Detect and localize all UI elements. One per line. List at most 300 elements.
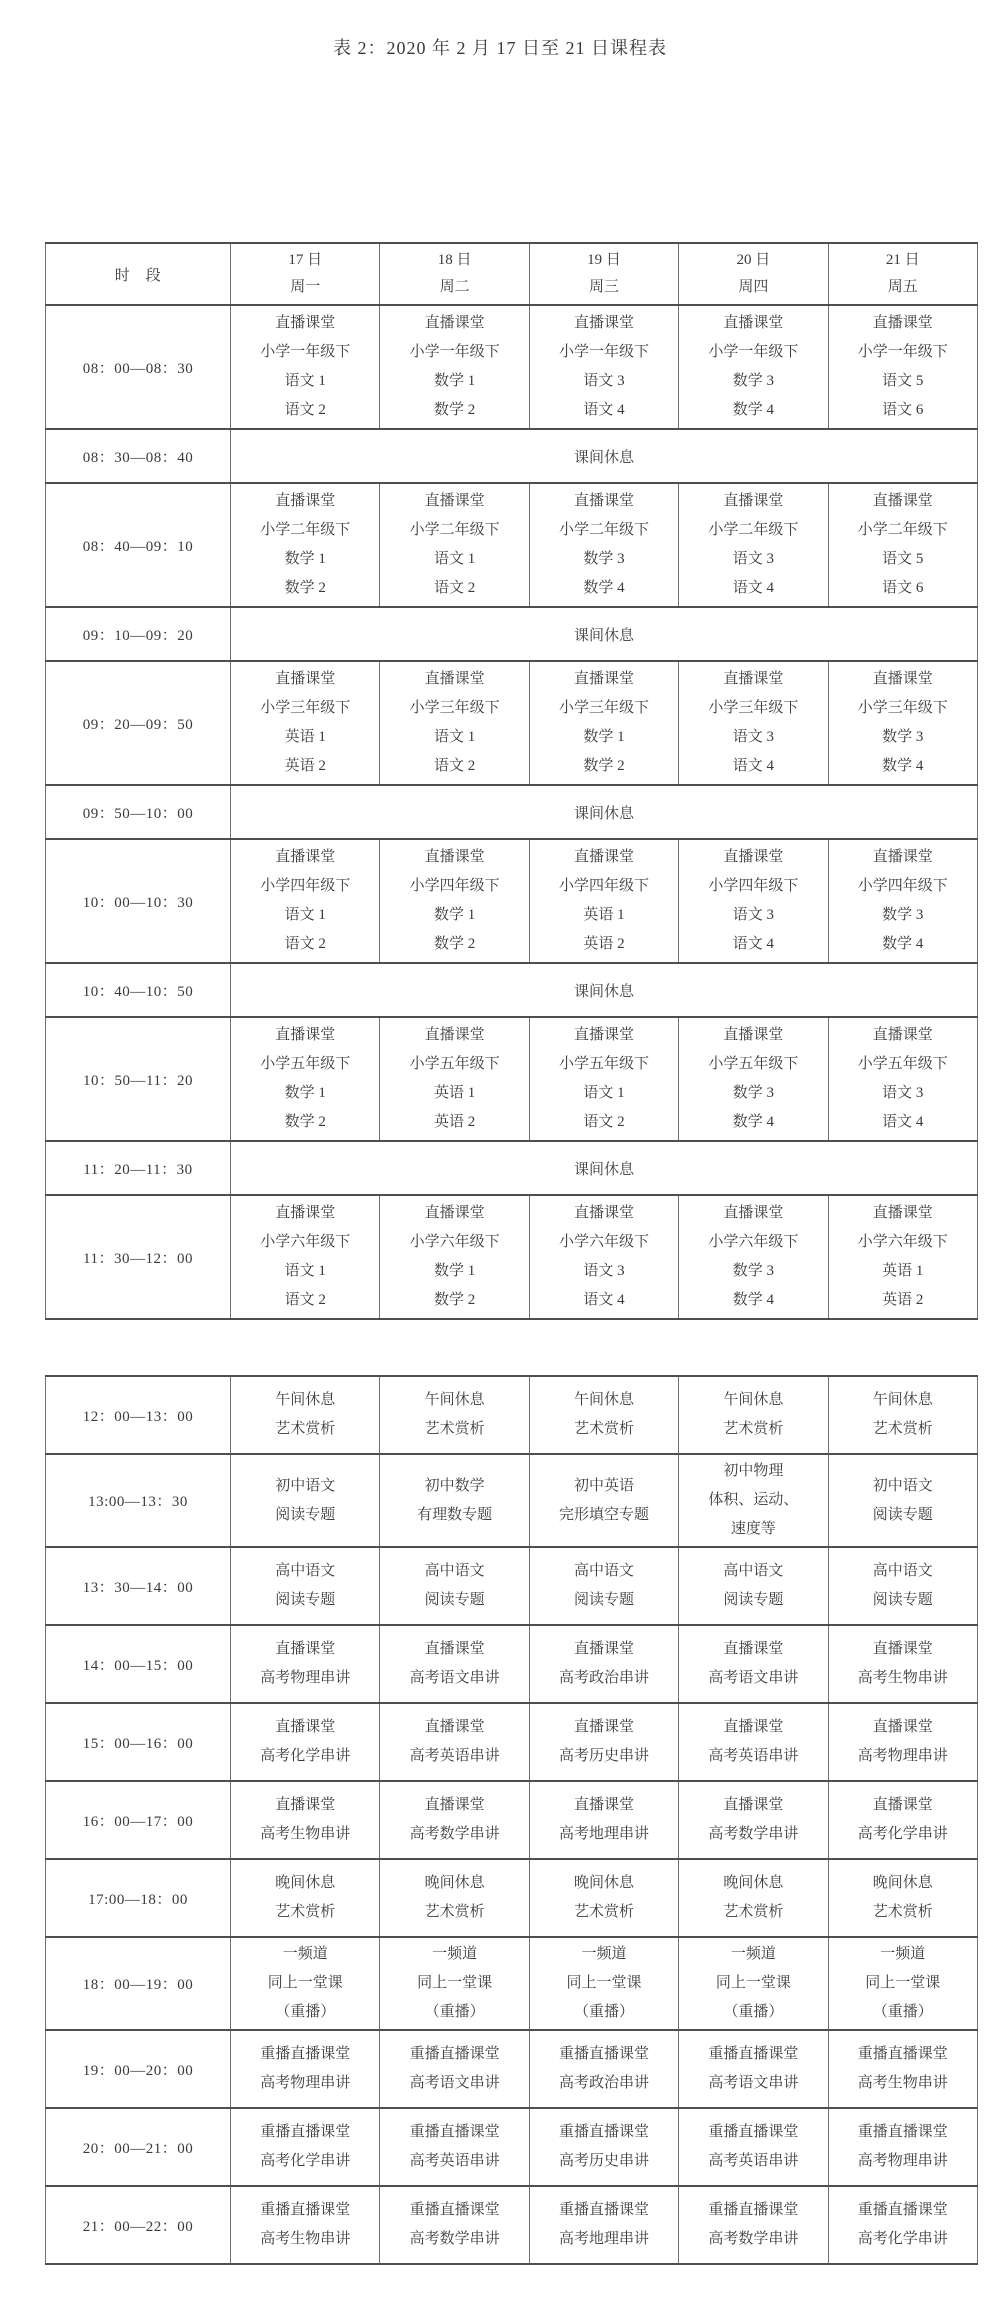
lesson-line: 英语 2 <box>882 1292 924 1308</box>
lesson-line: 同上一堂课 <box>267 1975 343 1991</box>
lesson-line: 语文 1 <box>284 1263 326 1279</box>
lesson-cell <box>828 1195 977 1319</box>
time-cell: 10：40—10：50 <box>46 963 231 1017</box>
lesson-line: 高考物理串讲 <box>260 2075 351 2091</box>
lesson-line: 小学三年级下 <box>857 700 948 716</box>
lesson-line: 数学 1 <box>433 373 476 389</box>
time-cell: 12：00—13：00 <box>46 1376 231 1454</box>
lesson-line: （重播） <box>424 2004 485 2020</box>
lesson-line: 语文 4 <box>882 1114 924 1130</box>
lesson-cell <box>529 1376 678 1454</box>
lesson-line: 午间休息 <box>872 1392 933 1408</box>
lesson-cell <box>380 839 529 963</box>
break-cell: 课间休息 <box>231 785 978 839</box>
lesson-line: 小学三年级下 <box>558 700 649 716</box>
day-weekday-label: 周五 <box>887 279 918 295</box>
lesson-line: 语文 4 <box>583 402 625 418</box>
lesson-line: 小学一年级下 <box>708 344 799 360</box>
lesson-line: 重播直播课堂 <box>708 2046 799 2062</box>
lesson-line: 直播课堂 <box>424 671 485 687</box>
lesson-cell <box>529 1454 678 1547</box>
lesson-line: 午间休息 <box>573 1392 634 1408</box>
lesson-line: 小学二年级下 <box>857 522 948 538</box>
lesson-line: 高中语文 <box>872 1563 933 1579</box>
page-title: 表 2：2020 年 2 月 17 日至 21 日课程表 <box>333 38 667 58</box>
schedule-row <box>46 1547 978 1625</box>
lesson-line: 小学三年级下 <box>409 700 500 716</box>
lesson-cell <box>529 1937 678 2030</box>
schedule-row <box>46 1141 978 1195</box>
lesson-line: 直播课堂 <box>872 1641 933 1657</box>
lesson-cell <box>828 1547 977 1625</box>
lesson-line: 数学 4 <box>583 580 625 596</box>
lesson-cell <box>380 2186 529 2264</box>
lesson-line: 阅读专题 <box>872 1592 933 1608</box>
schedule-row <box>46 483 978 607</box>
lesson-line: 小学二年级下 <box>708 522 799 538</box>
lesson-line: 直播课堂 <box>573 849 634 865</box>
lesson-cell <box>529 483 678 607</box>
lesson-line: 直播课堂 <box>275 849 336 865</box>
lesson-line: 语文 3 <box>732 729 774 745</box>
lesson-line: 高考化学串讲 <box>260 2153 351 2169</box>
schedule-row <box>46 2108 978 2186</box>
lesson-line: 语文 4 <box>732 758 774 774</box>
lesson-line: 直播课堂 <box>723 1719 784 1735</box>
day-weekday-label: 周二 <box>439 279 470 295</box>
lesson-line: 直播课堂 <box>872 1719 933 1735</box>
time-cell: 18：00—19：00 <box>46 1937 231 2030</box>
lesson-line: 直播课堂 <box>573 671 634 687</box>
lesson-line: 重播直播课堂 <box>708 2124 799 2140</box>
lesson-line: 直播课堂 <box>275 1719 336 1735</box>
lesson-cell <box>231 1547 380 1625</box>
lesson-line: 语文 2 <box>433 758 476 774</box>
lesson-line: 数学 3 <box>882 907 924 923</box>
lesson-line: 高考政治串讲 <box>558 2075 649 2091</box>
lesson-cell <box>231 1937 380 2030</box>
lesson-line: 数学 4 <box>882 936 924 952</box>
lesson-line: 一频道 <box>581 1946 627 1962</box>
lesson-line: 语文 4 <box>583 1292 625 1308</box>
lesson-line: 重播直播课堂 <box>409 2124 500 2140</box>
lesson-line: 高考英语串讲 <box>708 2153 799 2169</box>
lesson-line: 初中语文 <box>275 1477 336 1494</box>
lesson-cell <box>828 661 977 785</box>
lesson-line: 直播课堂 <box>275 1205 336 1221</box>
lesson-line: 语文 3 <box>732 551 774 567</box>
lesson-line: 初中英语 <box>573 1477 634 1494</box>
lesson-line: 晚间休息 <box>723 1875 784 1891</box>
lesson-line: 高考物理串讲 <box>857 2153 948 2169</box>
day-date-label: 20 日 <box>736 252 771 268</box>
lesson-line: 重播直播课堂 <box>708 2202 799 2218</box>
lesson-line: 高考物理串讲 <box>857 1748 948 1764</box>
lesson-line: （重播） <box>723 2004 784 2020</box>
lesson-line: 小学一年级下 <box>260 344 351 360</box>
lesson-cell <box>679 2030 828 2108</box>
lesson-line: 艺术赏析 <box>573 1904 634 1920</box>
day-header-cell <box>529 243 678 305</box>
lesson-line: 重播直播课堂 <box>558 2202 649 2218</box>
lesson-line: 语文 5 <box>882 373 924 389</box>
lesson-cell <box>380 1703 529 1781</box>
time-cell: 10：50—11：20 <box>46 1017 231 1141</box>
lesson-line: 数学 2 <box>433 402 476 418</box>
schedule-row <box>46 1781 978 1859</box>
lesson-line: 小学五年级下 <box>857 1056 948 1072</box>
lesson-line: 英语 2 <box>284 758 326 774</box>
lesson-line: 高中语文 <box>275 1563 336 1579</box>
lesson-line: 语文 4 <box>732 936 774 952</box>
day-header-cell <box>828 243 977 305</box>
time-cell: 09：20—09：50 <box>46 661 231 785</box>
lesson-line: 重播直播课堂 <box>260 2202 351 2218</box>
lesson-line: 数学 1 <box>433 907 476 923</box>
lesson-line: 直播课堂 <box>275 315 336 331</box>
lesson-line: 直播课堂 <box>872 849 933 865</box>
lesson-cell <box>529 2186 678 2264</box>
lesson-line: 一频道 <box>432 1946 478 1962</box>
lesson-cell <box>529 2030 678 2108</box>
lesson-line: 直播课堂 <box>573 1719 634 1735</box>
lesson-cell <box>679 2108 828 2186</box>
lesson-line: 小学四年级下 <box>409 878 500 894</box>
lesson-cell <box>529 1195 678 1319</box>
lesson-cell <box>828 1859 977 1937</box>
day-date-label: 17 日 <box>288 252 323 268</box>
lesson-line: 小学二年级下 <box>558 522 649 538</box>
time-cell: 15：00—16：00 <box>46 1703 231 1781</box>
lesson-cell <box>529 1017 678 1141</box>
lesson-line: 数学 4 <box>732 1292 774 1308</box>
lesson-line: 阅读专题 <box>275 1592 336 1608</box>
lesson-line: 语文 2 <box>583 1114 625 1130</box>
lesson-line: 高考历史串讲 <box>558 1748 649 1764</box>
lesson-line: 高考英语串讲 <box>708 1748 799 1764</box>
lesson-line: 数学 2 <box>284 1114 326 1130</box>
lesson-cell <box>380 483 529 607</box>
lesson-line: 高中语文 <box>723 1563 784 1579</box>
lesson-line: 重播直播课堂 <box>409 2046 500 2062</box>
lesson-cell <box>380 1937 529 2030</box>
lesson-line: 直播课堂 <box>424 849 485 865</box>
lesson-cell <box>529 1859 678 1937</box>
lesson-line: 小学三年级下 <box>708 700 799 716</box>
lesson-line: 重播直播课堂 <box>558 2124 649 2140</box>
lesson-line: 直播课堂 <box>573 1205 634 1221</box>
lesson-line: 阅读专题 <box>275 1506 336 1523</box>
day-date-label: 19 日 <box>587 252 621 268</box>
lesson-line: 直播课堂 <box>723 315 784 331</box>
lesson-line: （重播） <box>275 2004 336 2020</box>
lesson-line: 数学 2 <box>433 1292 476 1308</box>
schedule-row <box>46 429 978 483</box>
lesson-line: 数学 1 <box>583 729 625 745</box>
lesson-cell <box>380 1781 529 1859</box>
lesson-line: 重播直播课堂 <box>857 2046 948 2062</box>
lesson-line: 直播课堂 <box>424 315 485 331</box>
lesson-line: 重播直播课堂 <box>558 2046 649 2062</box>
lesson-line: 小学二年级下 <box>409 522 500 538</box>
lesson-line: 艺术赏析 <box>424 1421 485 1437</box>
lesson-line: 数学 3 <box>732 373 774 389</box>
lesson-line: 数学 4 <box>732 402 774 418</box>
day-weekday-label: 周四 <box>738 279 769 295</box>
lesson-line: 小学四年级下 <box>708 878 799 894</box>
lesson-line: 小学六年级下 <box>558 1234 649 1250</box>
lesson-line: 艺术赏析 <box>275 1904 336 1920</box>
header-row <box>46 243 978 305</box>
lesson-line: 阅读专题 <box>573 1592 634 1608</box>
lesson-line: 高考数学串讲 <box>708 2231 799 2247</box>
lesson-line: 阅读专题 <box>424 1592 485 1608</box>
schedule-row <box>46 1859 978 1937</box>
time-cell: 17:00—18：00 <box>46 1859 231 1937</box>
lesson-line: 体积、运动、 <box>708 1492 799 1508</box>
lesson-cell <box>529 1547 678 1625</box>
lesson-line: 阅读专题 <box>723 1592 784 1608</box>
lesson-line: 语文 2 <box>284 1292 326 1308</box>
lesson-line: 直播课堂 <box>723 671 784 687</box>
lesson-line: 高考化学串讲 <box>260 1748 351 1764</box>
lesson-line: 小学四年级下 <box>260 878 351 894</box>
lesson-line: 高考英语串讲 <box>409 2153 500 2169</box>
lesson-line: 速度等 <box>730 1521 776 1537</box>
lesson-line: 小学六年级下 <box>708 1234 799 1250</box>
lesson-cell <box>679 1547 828 1625</box>
lesson-line: 直播课堂 <box>872 493 933 509</box>
lesson-line: 小学五年级下 <box>708 1056 799 1072</box>
lesson-cell <box>231 2186 380 2264</box>
schedule-row <box>46 607 978 661</box>
lesson-line: 艺术赏析 <box>872 1421 933 1437</box>
lesson-cell <box>231 1703 380 1781</box>
lesson-line: 晚间休息 <box>573 1875 634 1891</box>
lesson-line: 直播课堂 <box>872 1797 933 1813</box>
lesson-line: 高考数学串讲 <box>708 1826 799 1842</box>
lesson-line: 数学 3 <box>732 1263 774 1279</box>
lesson-line: 直播课堂 <box>573 493 634 509</box>
lesson-line: 直播课堂 <box>573 315 634 331</box>
time-period-header-cell: 时 段 <box>46 243 231 305</box>
lesson-line: 小学六年级下 <box>857 1234 948 1250</box>
schedule-row <box>46 1017 978 1141</box>
lesson-cell <box>828 1017 977 1141</box>
lesson-line: 小学五年级下 <box>558 1056 649 1072</box>
day-date-label: 21 日 <box>885 252 920 268</box>
lesson-line: 小学一年级下 <box>857 344 948 360</box>
break-cell: 课间休息 <box>231 429 978 483</box>
lesson-cell <box>529 1781 678 1859</box>
schedule-row <box>46 1625 978 1703</box>
lesson-line: 一频道 <box>880 1946 926 1962</box>
lesson-line: 阅读专题 <box>872 1506 933 1523</box>
lesson-cell <box>828 1454 977 1547</box>
lesson-line: 高考语文串讲 <box>409 2075 500 2091</box>
schedule-table-afternoon-evening <box>45 1375 978 2265</box>
lesson-line: 语文 1 <box>433 729 476 745</box>
lesson-cell <box>828 2108 977 2186</box>
lesson-line: 高考语文串讲 <box>708 1670 799 1686</box>
lesson-line: 小学五年级下 <box>409 1056 500 1072</box>
lesson-line: 初中语文 <box>872 1477 933 1494</box>
lesson-line: 小学四年级下 <box>558 878 649 894</box>
day-date-label: 18 日 <box>437 252 472 268</box>
lesson-line: 高考地理串讲 <box>558 1826 649 1842</box>
lesson-line: 高考数学串讲 <box>409 1826 500 1842</box>
lesson-line: 高中语文 <box>573 1563 634 1579</box>
lesson-cell <box>828 1703 977 1781</box>
lesson-line: 数学 3 <box>882 729 924 745</box>
lesson-line: 艺术赏析 <box>424 1904 485 1920</box>
lesson-line: 英语 1 <box>284 729 326 745</box>
lesson-cell <box>231 2030 380 2108</box>
lesson-line: 数学 4 <box>882 758 924 774</box>
lesson-line: 小学一年级下 <box>558 344 649 360</box>
lesson-line: 重播直播课堂 <box>260 2124 351 2140</box>
lesson-cell <box>679 1376 828 1454</box>
time-cell: 08：30—08：40 <box>46 429 231 483</box>
lesson-line: 小学一年级下 <box>409 344 500 360</box>
time-cell: 14：00—15：00 <box>46 1625 231 1703</box>
lesson-line: 语文 3 <box>583 1263 625 1279</box>
lesson-cell <box>380 305 529 429</box>
lesson-line: 午间休息 <box>424 1392 485 1408</box>
lesson-line: 直播课堂 <box>424 1027 485 1043</box>
day-header-cell <box>679 243 828 305</box>
lesson-cell <box>380 1017 529 1141</box>
lesson-cell <box>679 483 828 607</box>
lesson-line: 直播课堂 <box>573 1641 634 1657</box>
schedule-row <box>46 2186 978 2264</box>
lesson-line: 数学 2 <box>284 580 326 596</box>
lesson-line: 语文 2 <box>433 580 476 596</box>
lesson-cell <box>828 2186 977 2264</box>
lesson-line: 高考物理串讲 <box>260 1670 351 1686</box>
lesson-line: 语文 6 <box>882 580 924 596</box>
day-header-cell <box>231 243 380 305</box>
lesson-cell <box>828 1937 977 2030</box>
schedule-row <box>46 1376 978 1454</box>
lesson-line: 晚间休息 <box>275 1875 336 1891</box>
time-cell: 13:00—13：30 <box>46 1454 231 1547</box>
lesson-cell <box>231 1625 380 1703</box>
lesson-line: 语文 1 <box>284 373 326 389</box>
lesson-line: 英语 1 <box>433 1085 476 1101</box>
lesson-line: 直播课堂 <box>275 1027 336 1043</box>
lesson-line: 高考语文串讲 <box>708 2075 799 2091</box>
lesson-line: （重播） <box>872 2004 933 2020</box>
lesson-line: 高考生物串讲 <box>857 2075 948 2091</box>
schedule-row <box>46 839 978 963</box>
schedule-row <box>46 1454 978 1547</box>
lesson-cell <box>231 1195 380 1319</box>
time-cell: 11：30—12：00 <box>46 1195 231 1319</box>
lesson-cell <box>679 1703 828 1781</box>
lesson-line: 直播课堂 <box>872 1205 933 1221</box>
lesson-line: 小学四年级下 <box>857 878 948 894</box>
lesson-line: 数学 4 <box>732 1114 774 1130</box>
lesson-line: 一频道 <box>730 1946 776 1962</box>
lesson-line: 有理数专题 <box>417 1506 493 1523</box>
lesson-cell <box>828 483 977 607</box>
time-cell: 13：30—14：00 <box>46 1547 231 1625</box>
lesson-cell <box>380 1454 529 1547</box>
lesson-cell <box>828 2030 977 2108</box>
lesson-line: 数学 1 <box>433 1263 476 1279</box>
lesson-line: 高考英语串讲 <box>409 1748 500 1764</box>
lesson-line: 小学五年级下 <box>260 1056 351 1072</box>
lesson-line: 语文 5 <box>882 551 924 567</box>
lesson-line: 直播课堂 <box>573 1027 634 1043</box>
lesson-line: 小学二年级下 <box>260 522 351 538</box>
lesson-line: 直播课堂 <box>723 849 784 865</box>
time-cell: 11：20—11：30 <box>46 1141 231 1195</box>
break-cell: 课间休息 <box>231 607 978 661</box>
lesson-cell <box>231 305 380 429</box>
lesson-line: 数学 1 <box>284 1085 326 1101</box>
time-cell: 16：00—17：00 <box>46 1781 231 1859</box>
lesson-line: 高考政治串讲 <box>558 1670 649 1686</box>
lesson-line: 语文 4 <box>732 580 774 596</box>
lesson-line: 完形填空专题 <box>558 1506 649 1523</box>
schedule-row <box>46 2030 978 2108</box>
lesson-cell <box>679 1017 828 1141</box>
lesson-line: 直播课堂 <box>723 1027 784 1043</box>
day-weekday-label: 周三 <box>588 279 619 295</box>
lesson-cell <box>231 483 380 607</box>
lesson-cell <box>380 1859 529 1937</box>
lesson-cell <box>380 1625 529 1703</box>
lesson-cell <box>679 2186 828 2264</box>
lesson-line: 同上一堂课 <box>566 1975 642 1991</box>
lesson-line: 重播直播课堂 <box>857 2124 948 2140</box>
lesson-line: 高考化学串讲 <box>857 2231 948 2247</box>
schedule-row <box>46 785 978 839</box>
lesson-cell <box>231 1781 380 1859</box>
lesson-cell <box>679 1937 828 2030</box>
lesson-line: 数学 2 <box>583 758 625 774</box>
lesson-cell <box>828 305 977 429</box>
lesson-cell <box>231 1859 380 1937</box>
lesson-cell <box>529 1625 678 1703</box>
lesson-cell <box>828 1625 977 1703</box>
lesson-line: 同上一堂课 <box>417 1975 493 1991</box>
lesson-line: 数学 1 <box>284 551 326 567</box>
schedule-row <box>46 1703 978 1781</box>
lesson-line: 同上一堂课 <box>865 1975 941 1991</box>
lesson-line: 直播课堂 <box>275 671 336 687</box>
lesson-line: 直播课堂 <box>424 493 485 509</box>
schedule-row <box>46 305 978 429</box>
lesson-line: 小学三年级下 <box>260 700 351 716</box>
lesson-line: 高考生物串讲 <box>857 1670 948 1686</box>
break-cell: 课间休息 <box>231 1141 978 1195</box>
lesson-cell <box>529 1703 678 1781</box>
lesson-line: （重播） <box>573 2004 634 2020</box>
lesson-line: 高考数学串讲 <box>409 2231 500 2247</box>
lesson-line: 小学六年级下 <box>409 1234 500 1250</box>
lesson-line: 语文 2 <box>284 936 326 952</box>
lesson-line: 语文 3 <box>732 907 774 923</box>
lesson-cell <box>679 1454 828 1547</box>
lesson-line: 高考化学串讲 <box>857 1826 948 1842</box>
lesson-line: 直播课堂 <box>424 1205 485 1221</box>
lesson-line: 小学六年级下 <box>260 1234 351 1250</box>
lesson-line: 语文 6 <box>882 402 924 418</box>
lesson-line: 英语 2 <box>583 936 625 952</box>
